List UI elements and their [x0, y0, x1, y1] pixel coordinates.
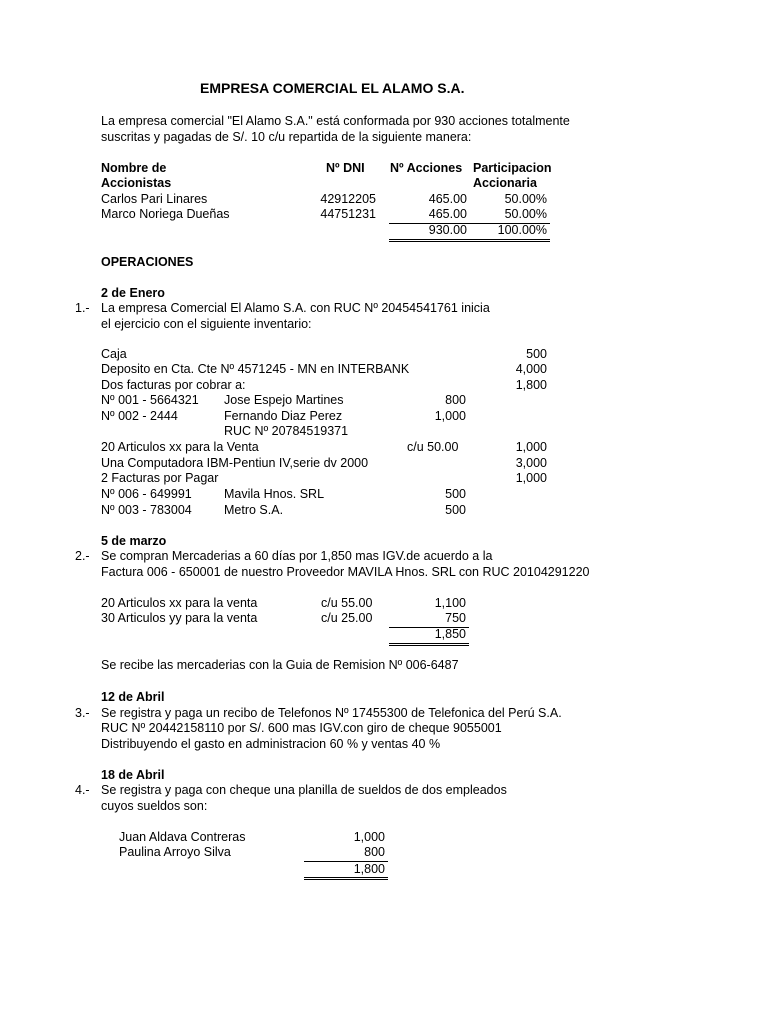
header-name-2: Accionistas: [101, 176, 172, 190]
articulos-unit: c/u 50.00: [407, 440, 459, 454]
deposito-label: Deposito en Cta. Cte Nº 4571245 - MN en INTERBANK: [101, 362, 410, 376]
facturas-cobrar-label: Dos facturas por cobrar a:: [101, 378, 246, 392]
op4-double-rule: [304, 879, 388, 880]
op4-line-2: cuyos sueldos son:: [101, 799, 208, 813]
fp2-name: Metro S.A.: [224, 503, 284, 517]
table-row-pct: 50.00%: [504, 192, 547, 206]
operations-heading: OPERACIONES: [101, 255, 194, 269]
header-participation-1: Participacion: [473, 161, 552, 175]
fc2-amount: 1,000: [434, 409, 466, 423]
op2-item-amount: 1,100: [434, 596, 466, 610]
fc1-amount: 800: [445, 393, 466, 407]
op1-date: 2 de Enero: [101, 286, 165, 300]
fc2-ruc: RUC Nº 20784519371: [224, 424, 349, 438]
op2-item-unit: c/u 55.00: [321, 596, 373, 610]
caja-label: Caja: [101, 347, 127, 361]
op3-date: 12 de Abril: [101, 690, 165, 704]
intro-line-1: La empresa comercial "El Alamo S.A." está conformada por 930 acciones totalmente: [101, 114, 570, 128]
facturas-pagar-amount: 1,000: [515, 471, 547, 485]
total-shares: 930.00: [428, 223, 467, 237]
op3-line-3: Distribuyendo el gasto en administracion 60 % y ventas 40 %: [101, 737, 441, 751]
op4-date: 18 de Abril: [101, 768, 165, 782]
op4-number: 4.-: [75, 783, 90, 797]
caja-amount: 500: [526, 347, 547, 361]
op2-double-rule: [389, 643, 469, 644]
employee-amount: 800: [364, 845, 385, 859]
table-row-shares: 465.00: [428, 207, 467, 221]
header-participation-2: Accionaria: [473, 176, 537, 190]
table-row-name: Carlos Pari Linares: [101, 192, 208, 206]
op2-line-1: Se compran Mercaderias a 60 días por 1,850 mas IGV.de acuerdo a la: [101, 549, 493, 563]
articulos-amount: 1,000: [515, 440, 547, 454]
table-row-name: Marco Noriega Dueñas: [101, 207, 230, 221]
fp1-name: Mavila Hnos. SRL: [224, 487, 325, 501]
fp1-amount: 500: [445, 487, 466, 501]
computadora-label: Una Computadora IBM-Pentiun IV,serie dv 2000: [101, 456, 369, 470]
op4-total: 1,800: [353, 862, 385, 876]
op2-total: 1,850: [434, 627, 466, 641]
op4-line-1: Se registra y paga con cheque una planilla de sueldos de dos empleados: [101, 783, 507, 797]
total-pct: 100.00%: [497, 223, 547, 237]
fc2-number: Nº 002 - 2444: [101, 409, 178, 423]
op2-item-label: 20 Articulos xx para la venta: [101, 596, 258, 610]
op3-number: 3.-: [75, 706, 90, 720]
header-dni: Nº DNI: [326, 161, 365, 175]
op2-double-rule: [389, 645, 469, 646]
double-rule: [389, 241, 550, 242]
deposito-amount: 4,000: [515, 362, 547, 376]
op1-number: 1.-: [75, 301, 90, 315]
table-row-shares: 465.00: [428, 192, 467, 206]
op2-number: 2.-: [75, 549, 90, 563]
op2-item-unit: c/u 25.00: [321, 611, 373, 625]
facturas-pagar-label: 2 Facturas por Pagar: [101, 471, 219, 485]
facturas-cobrar-amount: 1,800: [515, 378, 547, 392]
fp1-number: Nº 006 - 649991: [101, 487, 192, 501]
header-shares: Nº Acciones: [390, 161, 463, 175]
op2-item-label: 30 Articulos yy para la venta: [101, 611, 258, 625]
op3-line-2: RUC Nº 20442158110 por S/. 600 mas IGV.con giro de cheque 9055001: [101, 721, 502, 735]
op1-line-1: La empresa Comercial El Alamo S.A. con RUC Nº 20454541761 inicia: [101, 301, 490, 315]
fp2-amount: 500: [445, 503, 466, 517]
op1-line-2: el ejercicio con el siguiente inventario:: [101, 317, 312, 331]
table-row-pct: 50.00%: [504, 207, 547, 221]
op3-line-1: Se registra y paga un recibo de Telefonos Nº 17455300 de Telefonica del Perú S.A.: [101, 706, 562, 720]
op2-guia: Se recibe las mercaderias con la Guia de Remision Nº 006-6487: [101, 658, 459, 672]
fc1-name: Jose Espejo Martines: [224, 393, 344, 407]
fc2-name: Fernando Diaz Perez: [224, 409, 343, 423]
op2-line-2: Factura 006 - 650001 de nuestro Proveedor MAVILA Hnos. SRL con RUC 20104291220: [101, 565, 590, 579]
employee-amount: 1,000: [353, 830, 385, 844]
double-rule: [389, 239, 550, 240]
table-row-dni: 42912205: [320, 192, 376, 206]
op2-item-amount: 750: [445, 611, 466, 625]
fc1-number: Nº 001 - 5664321: [101, 393, 199, 407]
op4-double-rule: [304, 877, 388, 878]
employee-name: Juan Aldava Contreras: [119, 830, 246, 844]
fp2-number: Nº 003 - 783004: [101, 503, 192, 517]
intro-line-2: suscritas y pagadas de S/. 10 c/u repartida de la siguiente manera:: [101, 130, 472, 144]
computadora-amount: 3,000: [515, 456, 547, 470]
table-row-dni: 44751231: [320, 207, 376, 221]
employee-name: Paulina Arroyo Silva: [119, 845, 231, 859]
header-name-1: Nombre de: [101, 161, 167, 175]
articulos-label: 20 Articulos xx para la Venta: [101, 440, 259, 454]
page-title: EMPRESA COMERCIAL EL ALAMO S.A.: [200, 80, 465, 96]
op2-date: 5 de marzo: [101, 534, 167, 548]
